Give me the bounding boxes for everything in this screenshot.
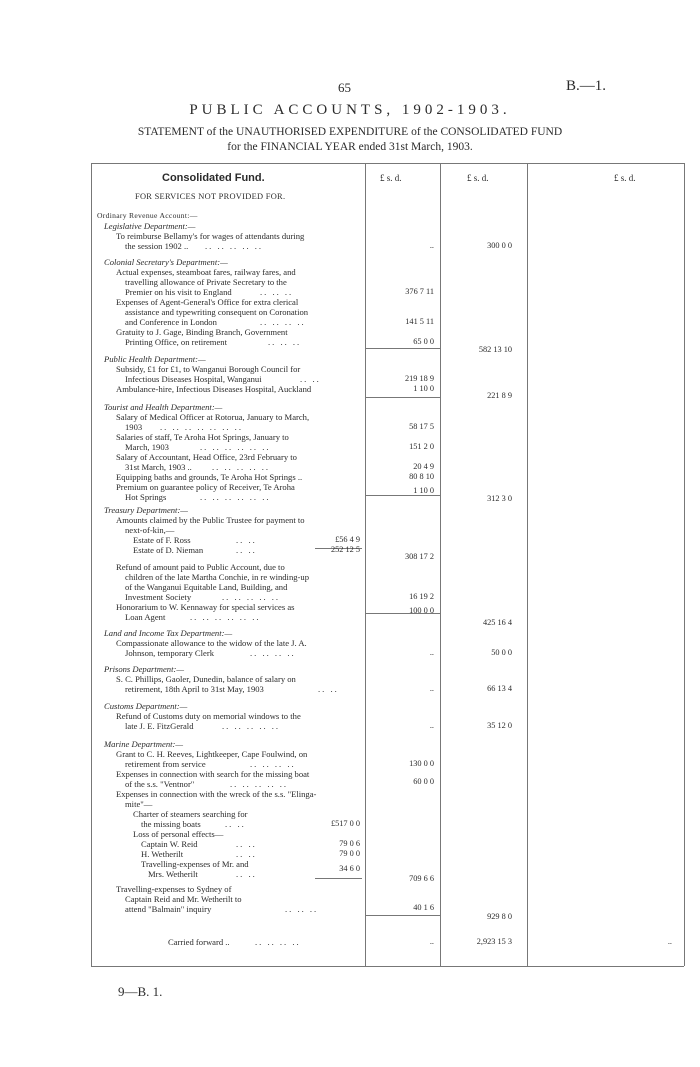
prisons-amount: 66 13 4: [487, 684, 512, 693]
leader-dots: .. ..: [236, 545, 257, 555]
page-footer-signature: 9—B. 1.: [118, 984, 163, 999]
prisons-dept: Prisons Department:—: [104, 664, 184, 674]
marine-d3: attend "Balmain" inquiry: [125, 904, 212, 914]
treasury-kin-total: 308 17 2: [404, 552, 434, 561]
leader-dots: .. .. .. .. .. .. ..: [160, 422, 243, 432]
leader-dots: .. .. ..: [285, 904, 319, 914]
colonial-a-amount: 376 7 11: [405, 287, 434, 296]
land-line1: Compassionate allowance to the widow of the late J. A.: [116, 638, 307, 648]
tourist-a-amount: 58 17 5: [409, 422, 434, 431]
leader-dots: .. .. .. ..: [260, 317, 306, 327]
page-title: PUBLIC ACCOUNTS, 1902-1903.: [189, 102, 511, 118]
treasury-b2: children of the late Martha Conchie, in re winding-up: [125, 572, 309, 582]
leader-dots: .. .. .. .. .. ..: [200, 442, 271, 452]
marine-loss: Loss of personal effects—: [133, 829, 224, 839]
leader-dots: .. ..: [236, 839, 257, 849]
health-a1: Subsidy, £1 for £1, to Wanganui Borough Council for: [116, 364, 301, 374]
treasury-b1: Refund of amount paid to Public Account, due to: [116, 562, 285, 572]
leader-dots: .. .. .. ..: [250, 648, 296, 658]
colonial-b3: and Conference in London: [125, 317, 217, 327]
customs-line1: Refund of Customs duty on memorial windows to the: [116, 711, 301, 721]
health-b1: Ambulance-hire, Infectious Diseases Hospital, Auckland: [116, 384, 312, 394]
land-amount: 50 0 0: [491, 648, 512, 657]
statement-title-line2: for the FINANCIAL YEAR ended 31st March, 1903.: [227, 141, 473, 153]
leader-dots: .. ..: [236, 869, 257, 879]
tourist-e2: Hot Springs: [125, 492, 167, 502]
tourist-a2: 1903: [125, 422, 143, 432]
tourist-d1: Equipping baths and grounds, Te Aroha Hot Springs ..: [116, 472, 303, 482]
health-a2: Infectious Diseases Hospital, Wanganui: [125, 374, 262, 384]
legislative-col1: ..: [429, 241, 434, 250]
colonial-b2: assistance and typewriting consequent on Coronation: [125, 307, 309, 317]
leader-dots: .. ..: [236, 535, 257, 545]
leader-dots: .. .. .. .. ..: [222, 592, 281, 602]
marine-trav2: Mrs. Wetherilt: [148, 869, 198, 879]
treasury-total: 425 16 4: [482, 618, 512, 627]
carried-forward-amount: 2,923 15 3: [476, 937, 512, 946]
tourist-dept: Tourist and Health Department:—: [104, 402, 223, 412]
prisons-line1: S. C. Phillips, Gaoler, Dunedin, balance of salary on: [116, 674, 296, 684]
tourist-e1: Premium on guarantee policy of Receiver, Te Aroha: [116, 482, 295, 492]
treasury-b-amount: 16 19 2: [409, 592, 434, 601]
marine-reid: Captain W. Reid: [141, 839, 198, 849]
treasury-a2: next-of-kin,—: [125, 525, 175, 535]
leader-dots: .. ..: [318, 684, 339, 694]
colonial-b1: Expenses of Agent-General's Office for extra clerical: [116, 297, 299, 307]
health-b-amount: 1 10 0: [413, 384, 434, 393]
leader-dots: .. ..: [300, 374, 321, 384]
marine-b1: Expenses in connection with search for the missing boat: [116, 769, 310, 779]
treasury-ross: Estate of F. Ross: [133, 535, 191, 545]
colonial-c2: Printing Office, on retirement: [125, 337, 227, 347]
land-col1: ..: [429, 648, 434, 657]
marine-a2: retirement from service: [125, 759, 206, 769]
health-dept: Public Health Department:—: [104, 354, 206, 364]
colonial-b-amount: 141 5 11: [405, 317, 434, 326]
customs-col1: ..: [429, 721, 434, 730]
leader-dots: .. .. ..: [268, 337, 302, 347]
treasury-c-amount: 100 0 0: [409, 606, 434, 615]
marine-dept: Marine Department:—: [104, 739, 184, 749]
colonial-a2: travelling allowance of Private Secretary to the: [125, 277, 287, 287]
leader-dots: .. ..: [225, 819, 246, 829]
statement-title-line1: STATEMENT of the UNAUTHORISED EXPENDITURE of the CONSOLIDATED FUND: [137, 126, 563, 138]
leader-dots: .. .. .. ..: [250, 759, 296, 769]
marine-c1: Expenses in connection with the wreck of the s.s. "Elinga-: [116, 789, 317, 799]
legislative-line2: the session 1902 ..: [125, 241, 189, 251]
leader-dots: .. .. .. .. ..: [230, 779, 289, 789]
column-header-2: £ s. d.: [467, 173, 489, 183]
treasury-ross-amount: £56 4 9: [335, 535, 360, 544]
health-a-amount: 219 18 9: [404, 374, 434, 383]
leader-dots: .. .. .. ..: [255, 937, 301, 947]
carried-forward-label: Carried forward ..: [168, 937, 230, 947]
marine-d1: Travelling-expenses to Sydney of: [116, 884, 232, 894]
treasury-b3: of the Wanganui Equitable Land, Building, and: [125, 582, 288, 592]
column-header-1: £ s. d.: [380, 173, 402, 183]
colonial-dept: Colonial Secretary's Department:—: [104, 257, 228, 267]
marine-wreck-total: 709 6 6: [409, 874, 434, 883]
page-number: 65: [338, 80, 351, 95]
marine-charter1: Charter of steamers searching for: [133, 809, 248, 819]
marine-charter2: the missing boats: [141, 819, 201, 829]
tourist-b-amount: 151 2 0: [409, 442, 434, 451]
tourist-total: 312 3 0: [487, 494, 512, 503]
tourist-c1: Salary of Accountant, Head Office, 23rd February to: [116, 452, 297, 462]
marine-wetherilt: H. Wetherilt: [141, 849, 184, 859]
colonial-total: 582 13 10: [478, 345, 512, 354]
marine-d-amount: 40 1 6: [413, 903, 434, 912]
tourist-c2: 31st March, 1903 ..: [125, 462, 192, 472]
tourist-b1: Salaries of staff, Te Aroha Hot Springs, January to: [116, 432, 289, 442]
tourist-a1: Salary of Medical Officer at Rotorua, January to March,: [116, 412, 310, 422]
treasury-nieman: Estate of D. Nieman: [133, 545, 204, 555]
customs-dept: Customs Department:—: [104, 701, 188, 711]
leader-dots: .. .. .. .. ..: [222, 721, 281, 731]
marine-trav1: Travelling-expenses of Mr. and: [141, 859, 249, 869]
treasury-c2: Loan Agent: [125, 612, 166, 622]
leader-dots: .. .. .. .. .. ..: [190, 612, 261, 622]
prisons-line2: retirement, 18th April to 31st May, 1903: [125, 684, 264, 694]
legislative-dept: Legislative Department:—: [104, 221, 196, 231]
ordinary-revenue-heading: Ordinary Revenue Account:—: [97, 211, 198, 220]
tourist-c-amount: 20 4 9: [413, 462, 434, 471]
customs-line2: late J. E. FitzGerald: [125, 721, 194, 731]
leader-dots: .. .. .. .. .. ..: [200, 492, 271, 502]
leader-dots: .. ..: [236, 849, 257, 859]
treasury-a1: Amounts claimed by the Public Trustee for payment to: [116, 515, 305, 525]
marine-charter-amount: £517 0 0: [330, 819, 360, 828]
table-subheading: FOR SERVICES NOT PROVIDED FOR.: [135, 192, 286, 201]
leader-dots: .. .. .. .. ..: [212, 462, 271, 472]
marine-c2: mite"—: [125, 799, 153, 809]
health-total: 221 8 9: [487, 391, 512, 400]
treasury-b4: Investment Society: [125, 592, 192, 602]
leader-dots: .. .. .. .. ..: [205, 241, 264, 251]
legislative-amount: 300 0 0: [487, 241, 512, 250]
marine-a-amount: 130 0 0: [409, 759, 434, 768]
table-heading: Consolidated Fund.: [162, 172, 265, 184]
marine-wetherilt-amount: 79 0 0: [339, 849, 360, 858]
land-line2: Johnson, temporary Clerk: [125, 648, 215, 658]
colonial-c-amount: 65 0 0: [413, 337, 434, 346]
carried-forward-col1: ..: [429, 937, 434, 946]
colonial-c1: Gratuity to J. Gage, Binding Branch, Government: [116, 327, 288, 337]
leader-dots: .. .. ..: [260, 287, 294, 297]
marine-total: 929 8 0: [487, 912, 512, 921]
carried-forward-col3: ..: [667, 937, 672, 946]
page-reference: B.—1.: [566, 78, 607, 94]
marine-b2: of the s.s. "Ventnor": [125, 779, 195, 789]
colonial-a3: Premier on his visit to England: [125, 287, 232, 297]
tourist-e-amount: 1 10 0: [413, 486, 434, 495]
customs-amount: 35 12 0: [487, 721, 512, 730]
prisons-col1: ..: [429, 684, 434, 693]
colonial-a1: Actual expenses, steamboat fares, railway fares, and: [116, 267, 296, 277]
tourist-d-amount: 80 8 10: [409, 472, 434, 481]
treasury-c1: Honorarium to W. Kennaway for special services as: [116, 602, 295, 612]
land-dept: Land and Income Tax Department:—: [104, 628, 233, 638]
treasury-nieman-amount: 252 12 5: [330, 545, 360, 554]
marine-b-amount: 60 0 0: [413, 777, 434, 786]
marine-reid-amount: 79 0 6: [339, 839, 360, 848]
legislative-line1: To reimburse Bellamy's for wages of attendants during: [116, 231, 305, 241]
marine-a1: Grant to C. H. Reeves, Lightkeeper, Cape Foulwind, on: [116, 749, 308, 759]
marine-trav-amount: 34 6 0: [339, 864, 360, 873]
marine-d2: Captain Reid and Mr. Wetherilt to: [125, 894, 242, 904]
column-header-3: £ s. d.: [614, 173, 636, 183]
tourist-b2: March, 1903: [125, 442, 169, 452]
treasury-dept: Treasury Department:—: [104, 505, 188, 515]
